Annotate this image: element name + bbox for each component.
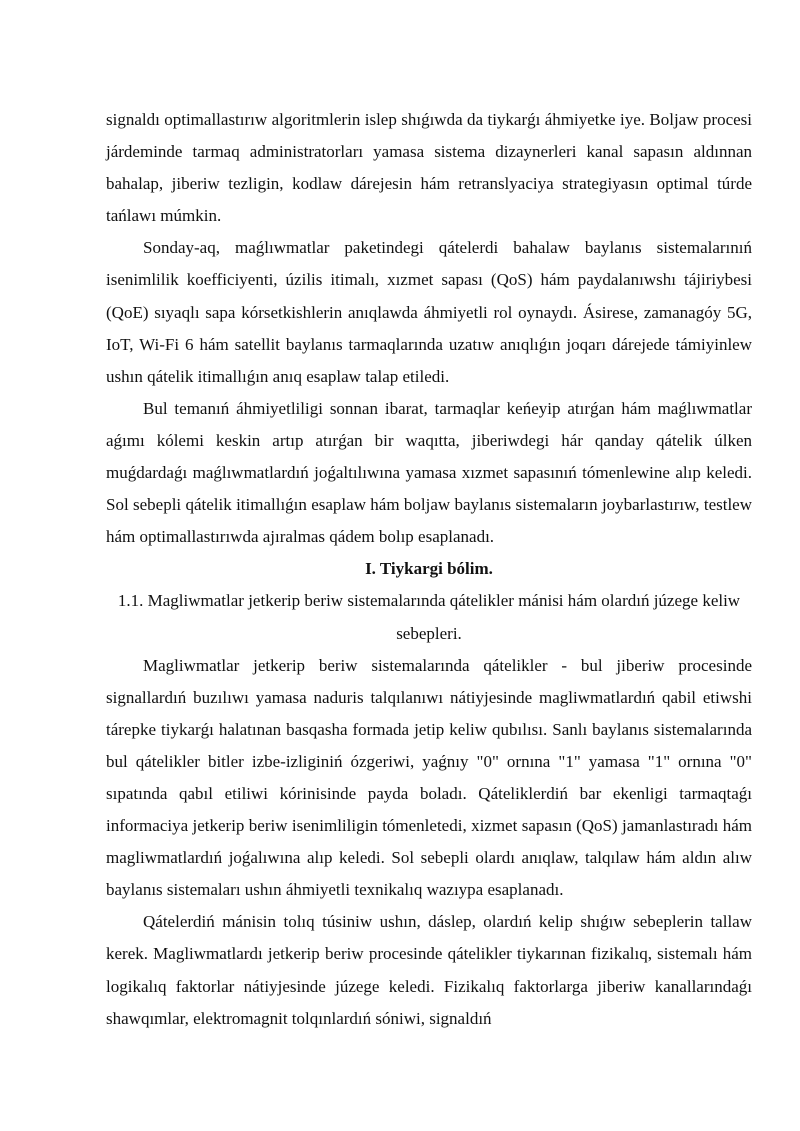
- paragraph-topic-relevance: Bul temanıń áhmiyetliligi sonnan ibarat, tarmaqlar keńeyip atırǵan hám maǵlıwmatlar aǵımı kólemi keskin artıp atırǵan bir waqıtta, jiberiwdegi hár qanday qátelik úlken muǵdardaǵı maǵlıwmatlardıń joǵaltılıwına yamasa xızmet sapasınıń tómenlewine alıp keledi. Sol sebepli qátelik itimallıǵın esaplaw hám boljaw baylanıs sistemaların joybarlastırıw, testlew hám optimallastırıwda ajıralmas qádem bolıp esaplanadı.: [106, 398, 752, 547]
- body-text: [106, 104, 752, 1035]
- subsection-heading: 1.1. Magliwmatlar jetkerip beriw sistemalarında qátelikler mánisi hám olardıń júzege keliw sebepleri.: [117, 591, 741, 643]
- paragraph-quality-metrics: Sonday-aq, maǵlıwmatlar paketindegi qátelerdi bahalaw baylanıs sistemalarınıń isenimlilik koefficiyenti, úzilis itimalı, xızmet sapası (QoS) hám paydalanıwshı tájiriybesi (QoE) sıyaqlı sapa kórsetkishlerin anıqlawda áhmiyetli rol oynaydı. Ásirese, zamanagóy 5G, IoT, Wi-Fi 6 hám satellit baylanıs tarmaqlarında uzatıw anıqlıǵın joqarı dárejede támiyinlew ushın qátelik itimallıǵın anıq esaplaw talap etiledi.: [106, 238, 752, 386]
- section-heading: I. Tiykargi bólim.: [365, 559, 493, 579]
- paragraph-error-causes: Qátelerdiń mánisin tolıq túsiniw ushın, dáslep, olardıń kelip shıǵıw sebeplerin tallaw kerek. Magliwmatlardı jetkerip beriw procesinde qátelikler tiykarınan fizikalıq, sistemalı hám logikalıq faktorlar nátiyjesinde júzege keledi. Fizikalıq faktorlarga jiberiw kanallarındaǵı shawqımlar, elektromagnit tolqınlardıń sóniwi, signaldıń: [106, 912, 752, 1028]
- paragraph-error-definition: Magliwmatlar jetkerip beriw sistemalarında qátelikler - bul jiberiw procesinde signallardıń buzılıwı yamasa naduris talqılanıwı nátiyjesinde magliwmatlardıń qabil etiwshi tárepke tiykarǵı halatınan basqasha formada jetip keliw qubılısı. Sanlı baylanıs sistemalarında bul qátelikler bitler izbe-izliginiń ózgeriwi, yaǵnıy "0" ornına "1" yamasa "1" ornına "0" sıpatında qabıl etiliwi kórinisinde payda boladı. Qáteliklerdiń bar ekenligi tarmaqtaǵı informaciya jetkerip beriw isenimliligin tómenletedi, xizmet sapasın (QoS) jamanlastıradı hám magliwmatlardıń joǵalıwına alıp keledi. Sol sebepli olardı anıqlaw, talqılaw hám aldın alıw baylanıs sistemaları ushın áhmiyetli texnikalıq wazıypa esaplanadı.: [106, 655, 752, 900]
- paragraph-continuation: signaldı optimallastırıw algoritmlerin islep shıǵıwda da tiykarǵı áhmiyetke iye. Boljaw procesi járdeminde tarmaq administratorları yamasa sistema dizaynerleri kanal sapasın aldınnan bahalap, jiberiw tezligin, kodlaw dárejesin hám retranslyaciya strategiyasın optimal túrde tańlawı múmkin.: [106, 110, 752, 226]
